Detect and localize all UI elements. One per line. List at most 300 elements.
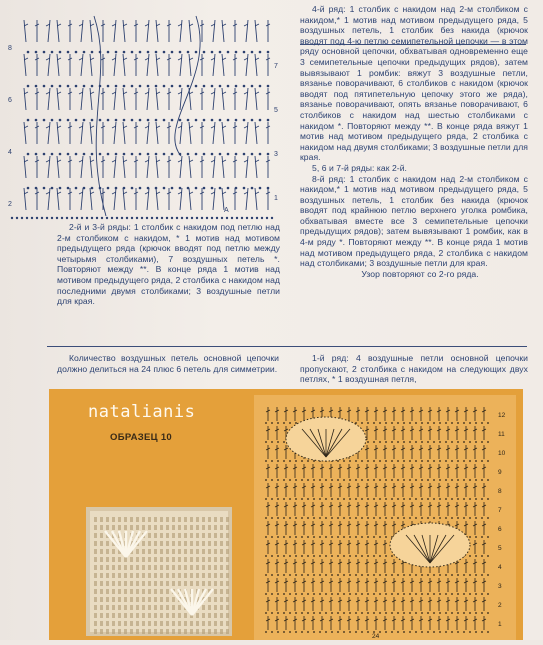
chain-dot (481, 422, 483, 424)
chain-dot (379, 593, 381, 595)
chain-dot (91, 85, 94, 88)
stitch-symbol (134, 188, 138, 210)
chain-dot (163, 85, 166, 88)
chain-dot (487, 517, 489, 519)
foundation-chain-dot (61, 217, 63, 219)
row-number-right: 9 (498, 469, 502, 476)
chain-dot (107, 187, 110, 190)
chain-dot (211, 85, 214, 88)
chain-dot (385, 612, 387, 614)
chain-dot (475, 498, 477, 500)
chain-dot (415, 479, 417, 481)
chain-dot (469, 574, 471, 576)
stitch-symbol (233, 188, 237, 210)
chain-dot (433, 479, 435, 481)
stitch-symbol (101, 20, 105, 42)
stitch-symbol (167, 20, 171, 42)
chain-dot (445, 631, 447, 633)
stitch-symbol (90, 188, 94, 210)
chain-dot (397, 422, 399, 424)
stitch-symbol (24, 188, 28, 210)
chain-dot (289, 479, 291, 481)
stitch-symbol (35, 20, 39, 42)
stitch-symbol (90, 54, 94, 76)
chain-dot (367, 631, 369, 633)
chain-dot (265, 612, 267, 614)
chain-dot (463, 517, 465, 519)
chain-dot (385, 479, 387, 481)
stitch-symbol (200, 54, 204, 76)
chain-dot (355, 536, 357, 538)
chain-dot (243, 187, 246, 190)
chain-dot (171, 153, 174, 156)
chain-dot (123, 119, 126, 122)
chain-dot (227, 119, 230, 122)
stitch-symbol (46, 188, 50, 210)
chain-dot (171, 187, 174, 190)
chain-dot (107, 85, 110, 88)
chain-dot (337, 555, 339, 557)
stitch-symbol (134, 122, 138, 144)
chain-dot (379, 498, 381, 500)
stitch-symbol (79, 54, 83, 76)
stitch-symbol (46, 88, 50, 110)
chain-dot (227, 153, 230, 156)
chain-dot (271, 631, 273, 633)
stitch-symbol (79, 88, 83, 110)
chain-dot (313, 555, 315, 557)
chain-dot (155, 119, 158, 122)
chain-dot (313, 536, 315, 538)
foundation-chain-dot (11, 217, 13, 219)
stitch-symbol (244, 54, 248, 76)
chain-dot (409, 517, 411, 519)
chain-dot (343, 460, 345, 462)
stitch-symbol (24, 156, 28, 178)
chain-dot (397, 574, 399, 576)
chain-dot (271, 460, 273, 462)
foundation-chain-dot (266, 217, 268, 219)
chain-dot (475, 612, 477, 614)
chain-dot (433, 631, 435, 633)
chain-dot (319, 536, 321, 538)
stitch-symbol (24, 20, 28, 42)
chain-dot (99, 119, 102, 122)
chain-dot (355, 517, 357, 519)
chain-dot (439, 593, 441, 595)
chain-dot (277, 441, 279, 443)
stitch-symbol (156, 20, 160, 42)
stitch-symbol (123, 54, 127, 76)
row-number-right: 4 (498, 564, 502, 571)
chain-dot (131, 153, 134, 156)
chain-dot (115, 153, 118, 156)
chain-dot (451, 422, 453, 424)
chain-dot (331, 631, 333, 633)
chain-dot (123, 85, 126, 88)
foundation-chain-dot (121, 217, 123, 219)
chain-dot (481, 498, 483, 500)
chain-dot (337, 536, 339, 538)
stitch-symbol (156, 122, 160, 144)
chain-dot (277, 593, 279, 595)
stitch-symbol (101, 122, 105, 144)
stitch-symbol (112, 54, 116, 76)
row-number-right: 8 (498, 488, 502, 495)
chain-dot (445, 441, 447, 443)
foundation-chain-dot (136, 217, 138, 219)
chain-dot (403, 612, 405, 614)
foundation-chain-dot (161, 217, 163, 219)
stitch-symbol (90, 156, 94, 178)
chain-dot (469, 612, 471, 614)
chain-dot (391, 498, 393, 500)
stitch-symbol (178, 20, 182, 42)
chain-dot (35, 85, 38, 88)
chain-dot (289, 517, 291, 519)
chain-dot (337, 612, 339, 614)
chain-dot (469, 517, 471, 519)
foundation-chain-dot (236, 217, 238, 219)
row-number-left: 4 (8, 149, 12, 156)
chain-dot (397, 460, 399, 462)
foundation-chain-dot (76, 217, 78, 219)
chain-dot (385, 498, 387, 500)
chain-dot (325, 574, 327, 576)
foundation-chain-dot (111, 217, 113, 219)
foundation-chain-dot (141, 217, 143, 219)
stitch-symbol (123, 156, 127, 178)
chain-dot (139, 153, 142, 156)
chain-dot (343, 536, 345, 538)
chain-dot (67, 187, 70, 190)
chain-dot (265, 631, 267, 633)
chain-dot (475, 422, 477, 424)
chain-dot (373, 460, 375, 462)
chain-dot (171, 51, 174, 54)
chain-dot (451, 460, 453, 462)
chain-dot (421, 631, 423, 633)
stitch-symbol (266, 122, 270, 144)
chain-dot (295, 593, 297, 595)
stitch-symbol (211, 156, 215, 178)
chain-dot (301, 593, 303, 595)
chain-dot (75, 119, 78, 122)
chain-dot (259, 85, 262, 88)
row-number-right: 3 (274, 151, 278, 158)
chain-dot (427, 593, 429, 595)
chain-dot (391, 441, 393, 443)
chain-dot (337, 460, 339, 462)
stitch-symbol (156, 188, 160, 210)
chain-dot (235, 51, 238, 54)
chain-dot (457, 479, 459, 481)
chain-dot (487, 460, 489, 462)
chain-dot (481, 460, 483, 462)
chain-dot (469, 555, 471, 557)
chain-dot (59, 85, 62, 88)
chain-dot (397, 498, 399, 500)
chain-dot (319, 631, 321, 633)
chain-dot (337, 517, 339, 519)
chain-dot (289, 631, 291, 633)
chain-dot (361, 536, 363, 538)
stitch-symbol (68, 88, 72, 110)
chain-dot (277, 631, 279, 633)
row-number-right: 5 (274, 107, 278, 114)
chain-dot (219, 85, 222, 88)
stitch-symbol (178, 188, 182, 210)
chain-dot (373, 612, 375, 614)
stitch-symbol (79, 20, 83, 42)
chain-dot (349, 612, 351, 614)
chain-dot (475, 460, 477, 462)
row-number-right: 7 (274, 63, 278, 70)
chain-dot (289, 555, 291, 557)
chain-dot (75, 187, 78, 190)
chain-dot (343, 517, 345, 519)
chain-dot (27, 153, 30, 156)
chain-dot (187, 153, 190, 156)
chain-dot (211, 119, 214, 122)
chain-dot (319, 593, 321, 595)
stitch-symbol (156, 88, 160, 110)
stitch-symbol (266, 54, 270, 76)
chain-dot (349, 536, 351, 538)
chain-dot (295, 517, 297, 519)
chain-dot (325, 517, 327, 519)
chain-dot (131, 187, 134, 190)
chain-dot (243, 51, 246, 54)
chain-dot (451, 479, 453, 481)
chain-dot (251, 85, 254, 88)
chain-dot (427, 479, 429, 481)
foundation-chain-dot (101, 217, 103, 219)
chain-dot (391, 517, 393, 519)
row-2-3-text: 2-й и 3-й ряды: 1 столбик с накидом под петлю над 2-м столбиком с накидом, * 1 мотив над мотивом предыдущего ряда (крючок вводят под петлю между четырьмя столбиками), 7 воздушных петель *. Повторяют между **. В конце ряда 1 мотив над мотивом предыдущего ряда, 2 столбика с накидом над последними двумя столбиками; 3 воздушные петли для края. (57, 222, 280, 307)
chain-dot (219, 153, 222, 156)
chain-dot (83, 153, 86, 156)
chain-dot (203, 119, 206, 122)
chain-dot (267, 119, 270, 122)
chain-dot (451, 441, 453, 443)
chain-dot (295, 460, 297, 462)
chain-dot (271, 574, 273, 576)
chain-dot (367, 498, 369, 500)
chain-dot (367, 517, 369, 519)
chain-dot (51, 153, 54, 156)
chain-dot (243, 85, 246, 88)
chain-dot (409, 479, 411, 481)
stitch-symbol (112, 88, 116, 110)
stitch-symbol (222, 156, 226, 178)
stitch-symbol (266, 88, 270, 110)
chain-dot (313, 612, 315, 614)
chain-dot (283, 631, 285, 633)
stitch-symbol (255, 88, 259, 110)
chain-dot (271, 612, 273, 614)
sample-chain-count-text: Количество воздушных петель основной цепочки должно делиться на 24 плюс 6 петель для симметрии. (57, 353, 279, 374)
chain-dot (391, 460, 393, 462)
chain-dot (27, 119, 30, 122)
chain-dot (409, 460, 411, 462)
chain-dot (203, 51, 206, 54)
chain-dot (43, 187, 46, 190)
chain-dot (445, 612, 447, 614)
chain-dot (391, 612, 393, 614)
sample-row-1-text: 1-й ряд: 4 воздушные петли основной цепочки пропускают, 2 столбика с накидом на следующих двух петлях, * 1 воздушная петля, (300, 353, 528, 385)
chain-dot (439, 479, 441, 481)
chain-dot (313, 631, 315, 633)
chain-dot (219, 187, 222, 190)
chain-dot (99, 153, 102, 156)
foundation-chain-dot (151, 217, 153, 219)
row-number-right: 10 (498, 450, 506, 457)
stitch-symbol (46, 20, 50, 42)
chain-dot (265, 574, 267, 576)
chain-dot (361, 555, 363, 557)
chain-dot (271, 536, 273, 538)
chain-dot (355, 593, 357, 595)
chain-dot (469, 441, 471, 443)
chain-dot (319, 479, 321, 481)
chain-dot (325, 631, 327, 633)
chain-dot (163, 187, 166, 190)
chain-dot (403, 441, 405, 443)
chain-dot (227, 85, 230, 88)
chain-dot (409, 574, 411, 576)
chain-dot (409, 422, 411, 424)
chain-dot (397, 612, 399, 614)
chain-dot (301, 479, 303, 481)
chain-dot (139, 51, 142, 54)
chain-dot (283, 612, 285, 614)
sample-10-chart-panel (254, 395, 516, 640)
stitch-symbol (222, 88, 226, 110)
chain-dot (35, 119, 38, 122)
stitch-symbol (123, 188, 127, 210)
stitch-symbol (79, 188, 83, 210)
chain-dot (349, 498, 351, 500)
chain-dot (379, 517, 381, 519)
chain-dot (115, 51, 118, 54)
chain-dot (487, 593, 489, 595)
chain-dot (457, 460, 459, 462)
chain-dot (289, 498, 291, 500)
chain-dot (319, 498, 321, 500)
chain-dot (51, 51, 54, 54)
stitch-symbol (123, 122, 127, 144)
chain-dot (463, 593, 465, 595)
chain-dot (397, 517, 399, 519)
chain-dot (251, 187, 254, 190)
chain-dot (451, 574, 453, 576)
stitch-symbol (46, 54, 50, 76)
stitch-symbol (200, 156, 204, 178)
chain-dot (463, 422, 465, 424)
chain-dot (433, 441, 435, 443)
chain-dot (277, 479, 279, 481)
chain-dot (295, 422, 297, 424)
chain-dot (211, 51, 214, 54)
foundation-chain-dot (166, 217, 168, 219)
chain-dot (301, 536, 303, 538)
stitch-symbol (255, 188, 259, 210)
row-number-left: 2 (8, 201, 12, 208)
chain-dot (301, 555, 303, 557)
stitch-symbol (189, 20, 193, 42)
chain-dot (475, 441, 477, 443)
chain-dot (337, 574, 339, 576)
foundation-chain-dot (211, 217, 213, 219)
stitch-symbol (35, 54, 39, 76)
chain-dot (295, 612, 297, 614)
chain-dot (331, 593, 333, 595)
chain-dot (147, 153, 150, 156)
stitch-symbol (167, 122, 171, 144)
chain-dot (415, 593, 417, 595)
chain-dot (211, 153, 214, 156)
chain-dot (43, 153, 46, 156)
lace-fabric (90, 511, 228, 632)
stitch-symbol (90, 88, 94, 110)
chain-dot (337, 593, 339, 595)
chain-dot (115, 119, 118, 122)
chain-dot (451, 498, 453, 500)
stitch-symbol (57, 20, 61, 42)
chain-dot (179, 187, 182, 190)
row-number-right: 2 (498, 602, 502, 609)
foundation-chain-dot (201, 217, 203, 219)
chain-dot (277, 536, 279, 538)
chain-dot (445, 460, 447, 462)
chain-dot (475, 574, 477, 576)
chain-dot (331, 536, 333, 538)
foundation-chain-dot (171, 217, 173, 219)
chain-dot (433, 422, 435, 424)
chain-dot (265, 536, 267, 538)
chain-dot (403, 422, 405, 424)
chain-dot (397, 479, 399, 481)
foundation-chain-dot (126, 217, 128, 219)
foundation-chain-dot (241, 217, 243, 219)
stitch-symbol (211, 54, 215, 76)
foundation-chain-dot (186, 217, 188, 219)
chain-dot (463, 574, 465, 576)
stitch-symbol (255, 54, 259, 76)
row-number-right: 12 (498, 412, 506, 419)
chain-dot (195, 85, 198, 88)
chain-dot (187, 119, 190, 122)
chain-dot (59, 153, 62, 156)
foundation-chain-dot (146, 217, 148, 219)
chain-dot (379, 555, 381, 557)
foundation-chain-dot (261, 217, 263, 219)
chain-dot (75, 153, 78, 156)
chain-dot (83, 51, 86, 54)
chain-dot (155, 153, 158, 156)
chain-dot (179, 51, 182, 54)
chain-dot (301, 612, 303, 614)
chain-dot (385, 574, 387, 576)
chain-dot (319, 517, 321, 519)
chain-dot (355, 460, 357, 462)
chain-dot (475, 517, 477, 519)
chain-dot (415, 498, 417, 500)
chain-dot (307, 536, 309, 538)
chain-dot (481, 441, 483, 443)
chain-dot (391, 422, 393, 424)
